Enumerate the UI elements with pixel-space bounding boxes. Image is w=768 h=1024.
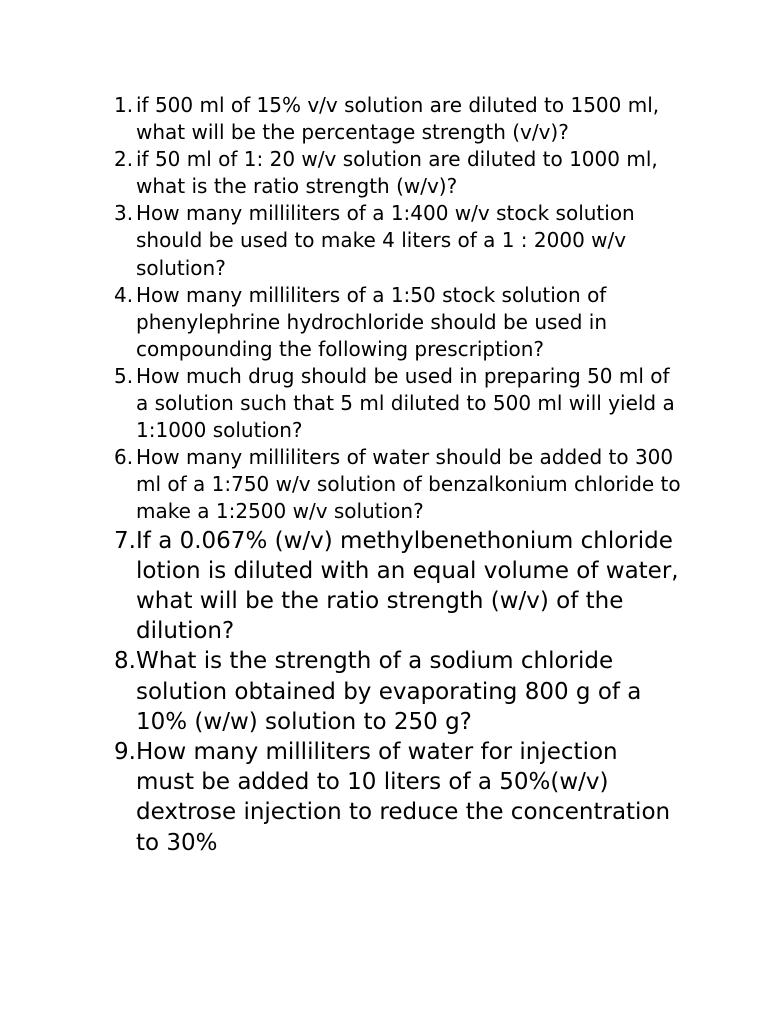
- question-item-3: [114, 200, 682, 281]
- question-number: 8.: [114, 648, 136, 675]
- question-number: 7.: [114, 527, 136, 554]
- question-item-1: [114, 92, 682, 146]
- question-item-8: [114, 646, 682, 737]
- question-item-4: [114, 282, 682, 363]
- question-item-9: [114, 737, 682, 858]
- question-text: How many milliliters of a 1:50 stock solution of phenylephrine hydrochloride should be used in compounding the following prescription?: [136, 282, 608, 361]
- question-item-5: [114, 363, 682, 444]
- question-number: 9.: [114, 738, 136, 765]
- question-number: 6.: [114, 445, 134, 470]
- question-text: How many milliliters of water should be added to 300 ml of a 1:750 w/v solution of benzalkonium chloride to make a 1:2500 w/v solution?: [136, 445, 681, 524]
- question-list: [114, 92, 682, 858]
- question-item-6: [114, 444, 682, 525]
- question-text: What is the strength of a sodium chloride solution obtained by evaporating 800 g of a 10% (w/w) solution to 250 g?: [136, 648, 642, 735]
- question-text: if 50 ml of 1: 20 w/v solution are diluted to 1000 ml, what is the ratio strength (w/v)?: [136, 147, 658, 199]
- question-number: 3.: [114, 201, 134, 226]
- question-text: How many milliliters of water for injection must be added to 10 liters of a 50%(w/v) dextrose injection to reduce the concentration to 30%: [136, 738, 671, 856]
- question-text: How much drug should be used in preparing 50 ml of a solution such that 5 ml diluted to 500 ml will yield a 1:1000 solution?: [136, 363, 675, 443]
- question-number: 5.: [114, 363, 134, 388]
- question-item-7: [114, 526, 682, 647]
- question-text: How many milliliters of a 1:400 w/v stock solution should be used to make 4 liters of a 1 : 2000 w/v solution?: [136, 201, 635, 280]
- question-number: 4.: [114, 282, 134, 307]
- question-number: 1.: [114, 93, 134, 117]
- question-number: 2.: [114, 147, 134, 172]
- question-text: if 500 ml of 15% v/v solution are diluted to 1500 ml, what will be the percentage strength (v/v)?: [136, 93, 660, 145]
- question-item-2: [114, 146, 682, 200]
- question-text: If a 0.067% (w/v) methylbenethonium chloride lotion is diluted with an equal volume of water, what will be the ratio strength (w/v) of the dilution?: [136, 527, 679, 645]
